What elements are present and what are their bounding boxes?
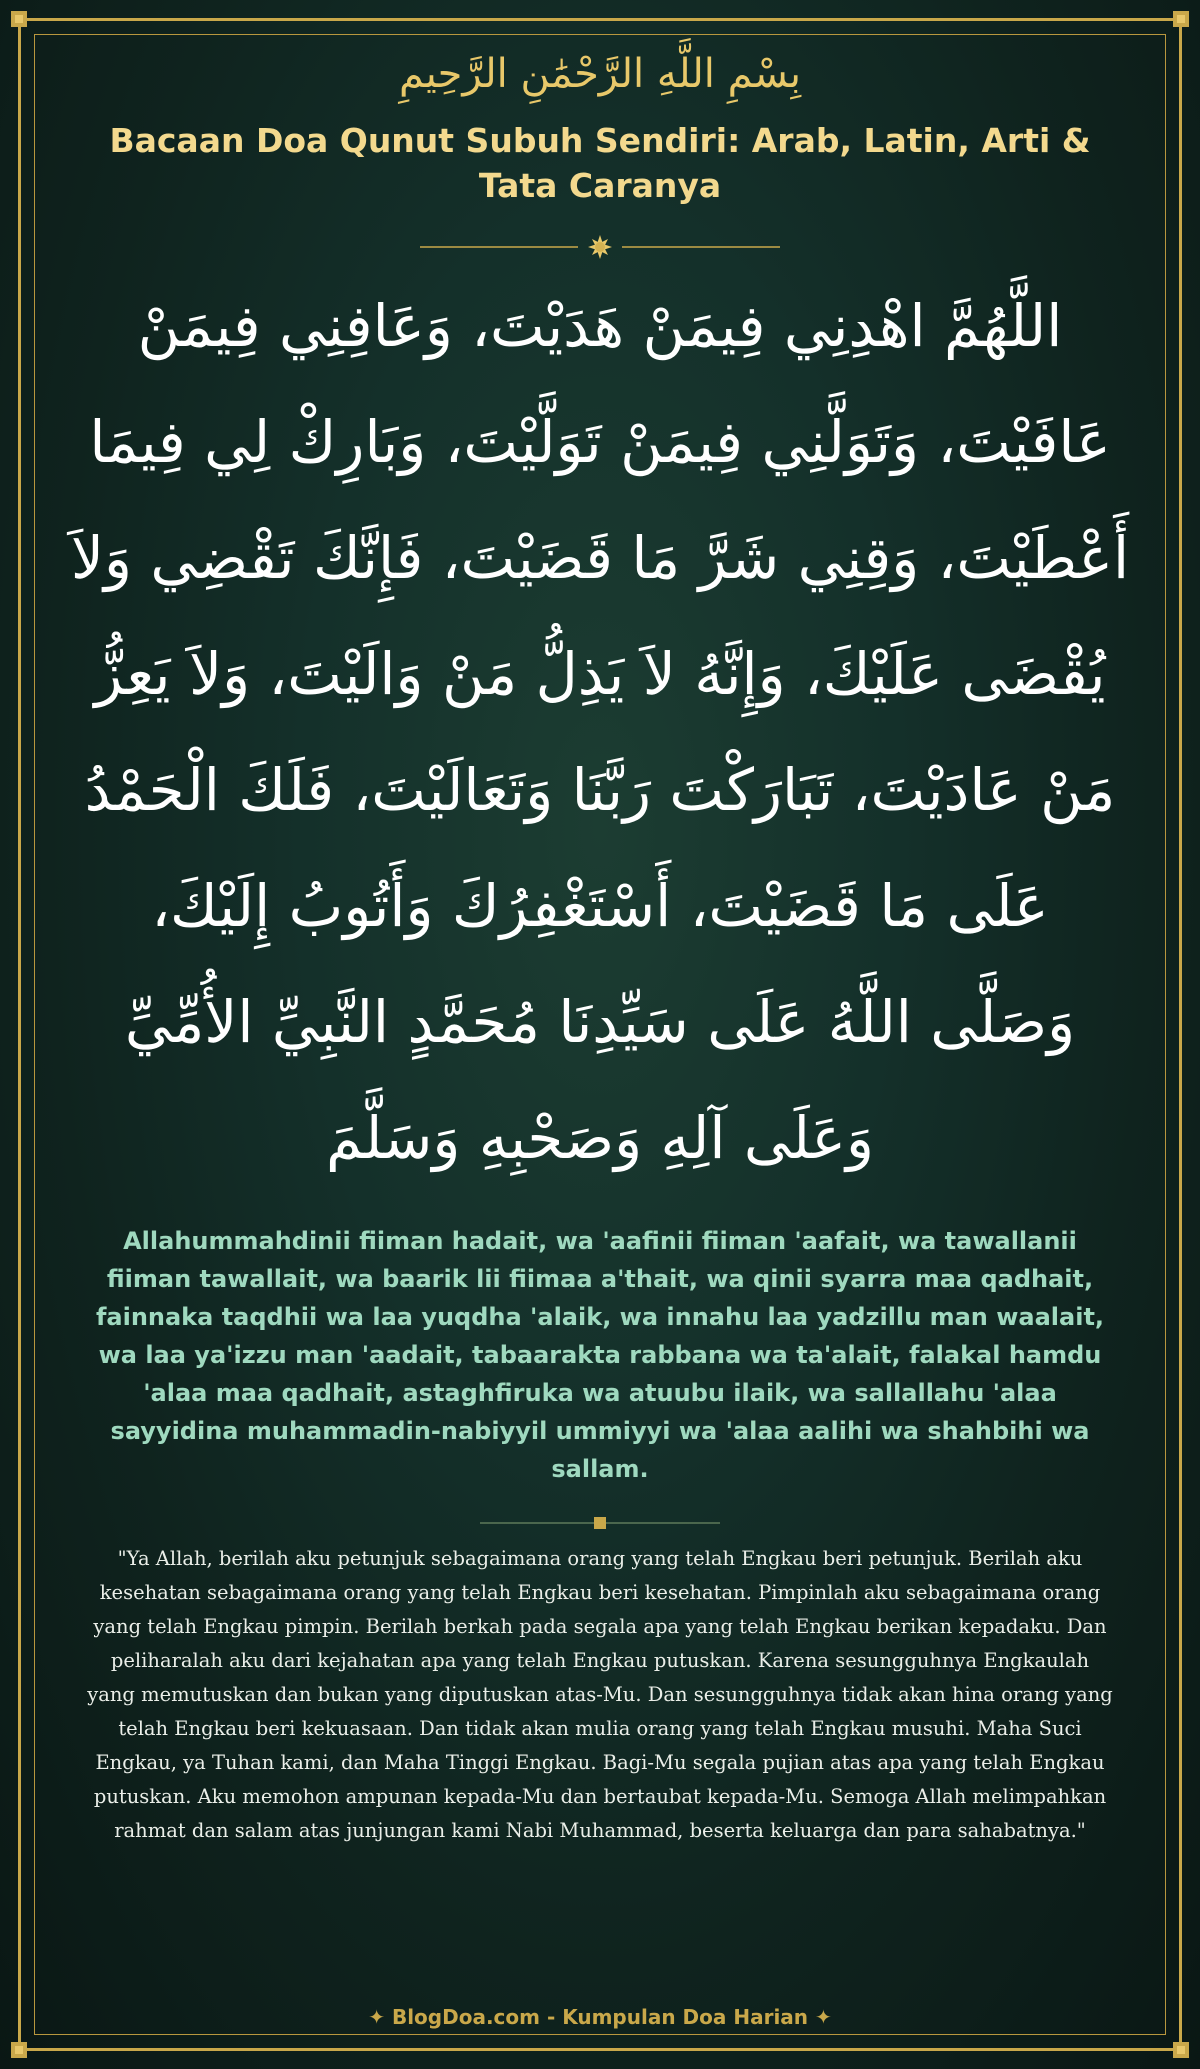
small-divider bbox=[0, 1513, 1200, 1533]
corner-ornament-icon bbox=[8, 8, 30, 30]
star-ornament-icon bbox=[588, 235, 612, 259]
corner-ornament-icon bbox=[1170, 2039, 1192, 2061]
corner-ornament-icon bbox=[1170, 8, 1192, 30]
page-title: Bacaan Doa Qunut Subuh Sendiri: Arab, Latin, Arti & Tata Caranya bbox=[109, 121, 1091, 205]
corner-ornament-icon bbox=[8, 2039, 30, 2061]
latin-transliteration: Allahummahdinii fiiman hadait, wa 'aafinii fiiman 'aafait, wa tawallanii fiiman tawallait, wa baarik lii fiimaa a'thait, wa qinii syarra maa qadhait, fainnaka taqdhii wa laa yuqdha 'alaik, wa innahu laa yadzillu man waalait, wa laa ya'izzu man 'aadait, tabaarakta rabbana wa ta'alait, falakal hamdu 'alaa maa qadhait, astaghfiruka wa atuubu ilaik, wa sallallahu 'alaa sayyidina muhammadin-nabiyyil ummiyyi wa 'alaa aalihi wa shahbihi wa sallam. bbox=[95, 1227, 1105, 1483]
basmala: بِسْمِ اللَّهِ الرَّحْمَٰنِ الرَّحِيمِ bbox=[398, 51, 802, 97]
arabic-text: اللَّهُمَّ اهْدِنِي فِيمَنْ هَدَيْتَ، وَعَافِنِي فِيمَنْ عَافَيْتَ، وَتَوَلَّنِي فِيمَنْ تَوَلَّيْتَ، وَبَارِكْ لِي فِيمَا أَعْطَيْتَ، وَقِنِي شَرَّ مَا قَضَيْتَ، فَإِنَّكَ تَقْضِي وَلاَ يُقْضَى عَلَيْكَ، وَإِنَّهُ لاَ يَذِلُّ مَنْ وَالَيْتَ، وَلاَ يَعِزُّ مَنْ عَادَيْتَ، تَبَارَكْتَ رَبَّنَا وَتَعَالَيْتَ، فَلَكَ الْحَمْدُ عَلَى مَا قَضَيْتَ، أَسْتَغْفِرُكَ وَأَتُوبُ إِلَيْكَ، وَصَلَّى اللَّهُ عَلَى سَيِّدِنَا مُحَمَّدٍ النَّبِيِّ الأُمِّيِّ وَعَلَى آلِهِ وَصَحْبِهِ وَسَلَّمَ bbox=[70, 292, 1130, 1172]
translation-text: "Ya Allah, berilah aku petunjuk sebagaimana orang yang telah Engkau beri petunjuk. Berilah aku kesehatan sebagaimana orang yang telah Engkau beri kesehatan. Pimpinlah aku sebagaimana orang yang telah Engkau pimpin. Berilah berkah pada segala apa yang telah Engkau berikan kepadaku. Dan peliharalah aku dari kejahatan apa yang telah Engkau putuskan. Karena sesungguhnya Engkaulah yang memutuskan dan bukan yang diputuskan atas-Mu. Dan sesungguhnya tidak akan hina orang yang telah Engkau beri kekuasaan. Dan tidak akan mulia orang yang telah Engkau musuhi. Maha Suci Engkau, ya Tuhan kami, dan Maha Tinggi Engkau. Bagi-Mu segala pujian atas apa yang telah Engkau putuskan. Aku memohon ampunan kepada-Mu dan bertaubat kepada-Mu. Semoga Allah melimpahkan rahmat dan salam atas junjungan kami Nabi Muhammad, beserta keluarga dan para sahabatnya." bbox=[87, 1547, 1113, 1842]
ornament-divider bbox=[0, 232, 1200, 262]
diamond-ornament-icon bbox=[594, 1517, 606, 1529]
footer-credit: ✦ BlogDoa.com - Kumpulan Doa Harian ✦ bbox=[368, 2005, 832, 2029]
